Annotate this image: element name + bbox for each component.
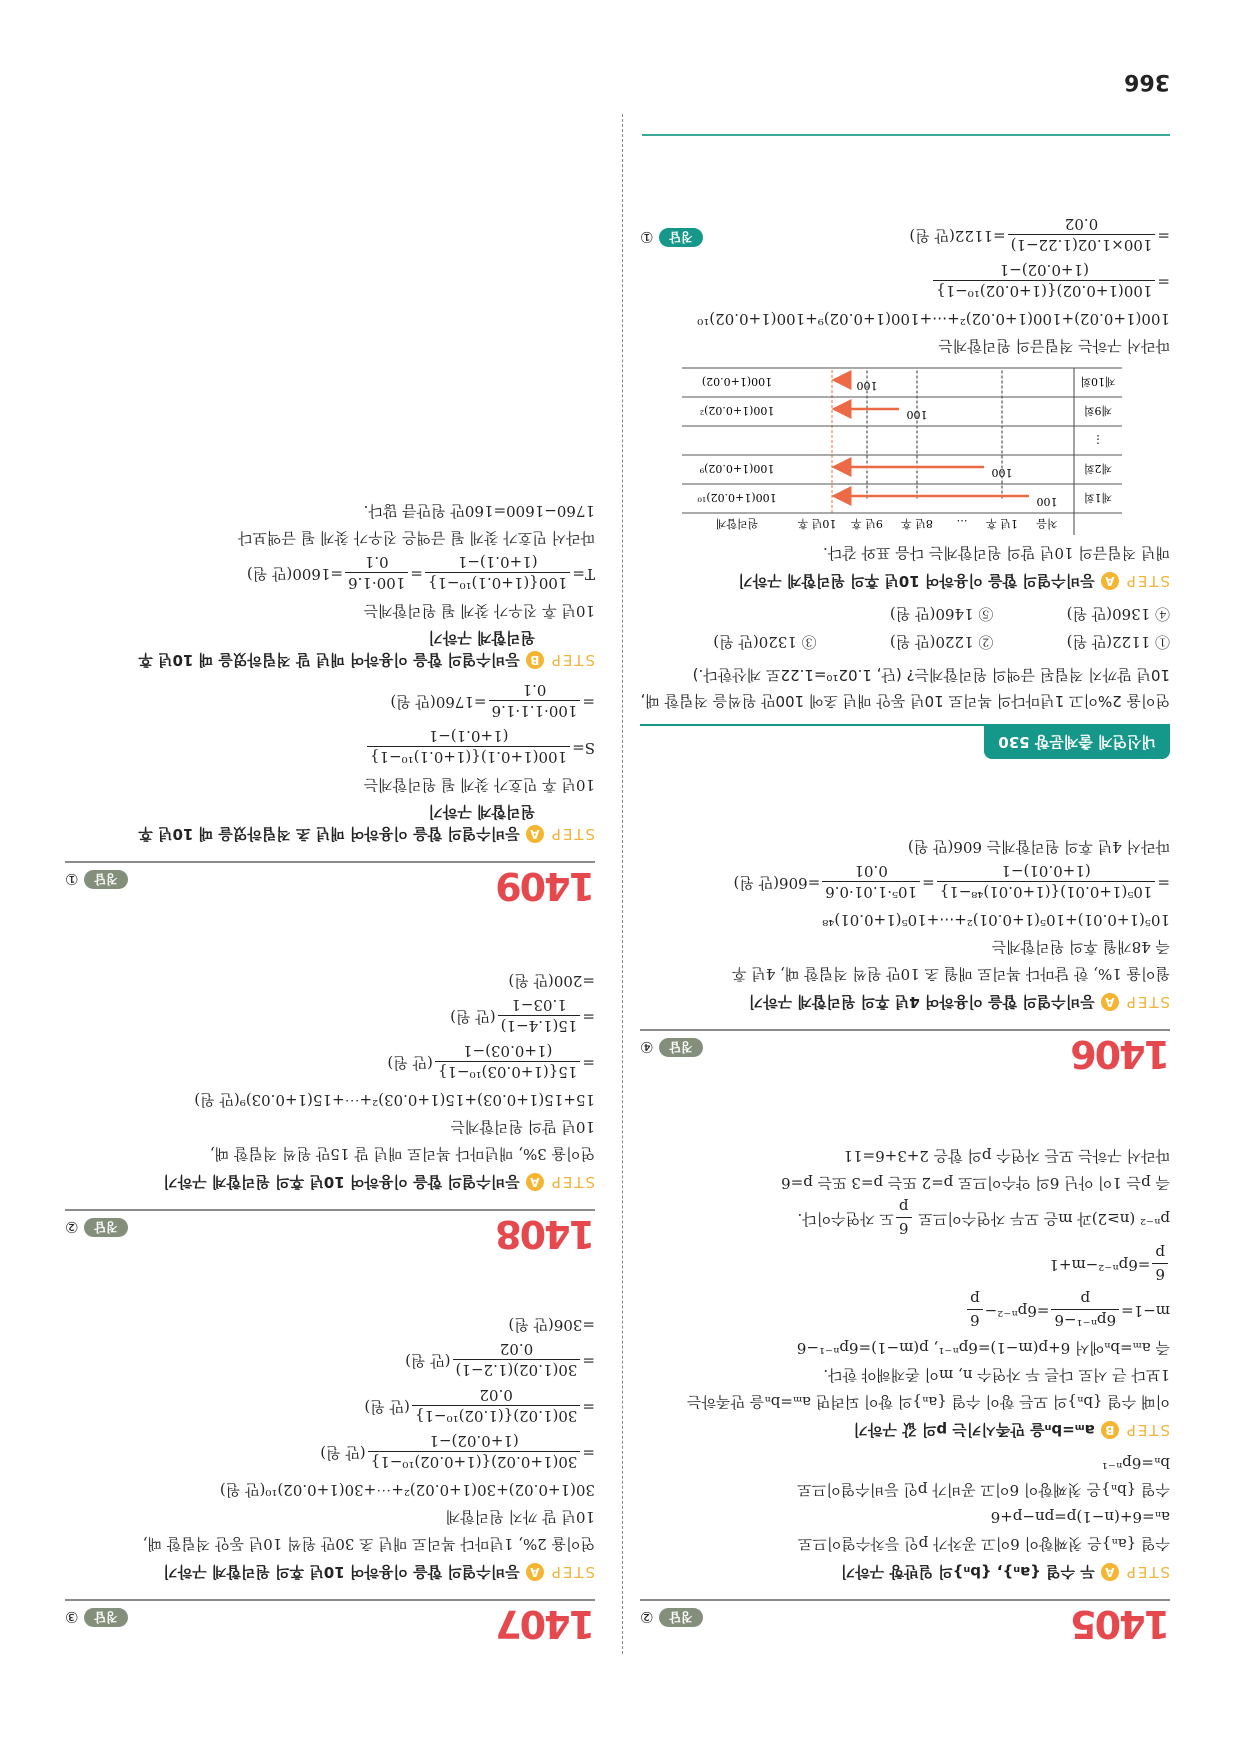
equation-line: [640, 860, 1170, 906]
equation-line: [65, 994, 595, 1040]
answer-choice: ⑤ 1460(만 원): [889, 605, 994, 623]
equation-line: [65, 1430, 595, 1476]
fraction-denominator: 1.03−1: [511, 996, 567, 1015]
fraction: [1051, 1290, 1119, 1331]
step-label: STEP: [549, 825, 595, 843]
fraction: [933, 261, 1155, 302]
fraction-denominator: (1+0.02)−1: [429, 1432, 519, 1451]
answer-choice: ③ 1320(만 원): [713, 633, 817, 651]
equation-line: [640, 1288, 1170, 1334]
text-line: 100(1+0.02)+100(1+0.02)²+⋯+100(1+0.02)⁹+100(1+0.02)¹⁰: [697, 310, 1170, 328]
step-title: aₘ=bₙ을 만족시키는 p의 값 구하기: [853, 1421, 1095, 1439]
equation-text: =1122(만 원): [909, 227, 1006, 245]
step-title: 등비수열의 합을 이용하여 매년 말 적립하였을 때 10년 후: [138, 651, 520, 669]
solution-header: [65, 1599, 595, 1644]
step-label: STEP: [1124, 1563, 1170, 1581]
step-heading: [640, 987, 1170, 1017]
answer-value: ②: [640, 1608, 654, 1627]
linked-problem-530: [640, 215, 1170, 759]
equation-text: S=: [572, 739, 595, 757]
answer-value: ④: [640, 1038, 654, 1057]
step-badge: B: [1101, 1421, 1119, 1439]
fraction-denominator: (1+0.03)−1: [463, 1042, 553, 1061]
equation-text: =: [582, 1352, 595, 1370]
equation-line: [640, 1196, 1170, 1242]
fraction: [368, 1432, 581, 1473]
problem-text: 연이율 2%이고 1년마다의 복리로 10년 동안 매년 초에 100만 원씩을 적립할 때, 10년 말까지 적립된 금액의 원리합계는? (단, 1.02¹⁰=1.22로 계산한다.): [640, 666, 1170, 710]
text-line: 월이율 1%, 한 달마다 복리로 매월 초 10만 원씩 적립할 때, 4년 후: [732, 965, 1170, 983]
solution-1408: [65, 967, 595, 1254]
deposit-amount: 100: [991, 466, 1013, 479]
text-line: 즉 p는 1이 아닌 6의 약수이므로 p=2 또는 p=3 또는 p=6: [781, 1174, 1170, 1192]
fraction-numerator: 30(1.02)(1.2−1): [453, 1360, 581, 1381]
equation-text: =606(만 원): [733, 874, 821, 892]
equation-text: 도 자연수이다.: [797, 1210, 894, 1228]
text-line: 10⁵(1+0.01)+10⁵(1+0.01)²+⋯+10⁵(1+0.01)⁴⁸: [822, 911, 1170, 929]
fraction: [425, 553, 571, 594]
row-label: 제2회: [1083, 462, 1113, 475]
equation-line: [65, 725, 595, 771]
fraction: [489, 681, 581, 722]
text-line: =200(만 원): [508, 972, 595, 990]
equation-text: =: [582, 1054, 595, 1072]
text-line: 원리합계 구하기: [428, 629, 595, 647]
step-label: STEP: [1124, 1421, 1170, 1439]
text-line: 수열 {aₙ}은 첫째항이 6이고 공차가 p인 등차수열이므로: [797, 1535, 1170, 1553]
text-line: 15+15(1+0.03)+15(1+0.03)²+⋯+15(1+0.03)⁹(만 원): [194, 1091, 595, 1109]
answer-indicator: [65, 1214, 128, 1237]
fraction-numerator: 100·1.1·1.6: [489, 701, 581, 722]
row-result: 100(1+0.02)¹⁰: [697, 491, 777, 504]
text-line: 10년 말의 원리합계는: [450, 1118, 595, 1136]
text-line: aₙ=6+(n−1)p=pn−p+6: [990, 1508, 1170, 1526]
equation-text: =: [1157, 273, 1170, 291]
step-heading: [65, 1557, 595, 1587]
fraction-denominator: 0.02: [1064, 215, 1099, 234]
equation-line: [65, 1040, 595, 1086]
answer-badge: 정답: [659, 1608, 702, 1627]
answer-badge: 정답: [84, 1608, 127, 1627]
answer-badge: 정답: [659, 1038, 702, 1057]
equation-text: =: [410, 565, 423, 583]
step-label: STEP: [1124, 572, 1170, 590]
equation-line: [65, 1384, 595, 1430]
fraction-numerator: 10⁵·1.01·0.6: [822, 882, 920, 903]
column-label: 처음: [1036, 517, 1058, 530]
step-badge: B: [526, 651, 544, 669]
column-label: 1년 후: [986, 517, 1018, 530]
step-title: 등비수열의 합을 이용하여 10년 후의 원리합계 구하기: [738, 572, 1095, 590]
fraction-denominator: p: [970, 1290, 980, 1309]
answer-indicator: [640, 1604, 703, 1627]
solution-header: [640, 1029, 1170, 1074]
equation-text: =1760(만 원): [390, 693, 487, 711]
text-line: 따라서 민호가 찾게 될 금액은 진우가 찾게 될 금액보다: [238, 529, 595, 547]
answer-badge: 정답: [659, 228, 702, 247]
equation-line: [640, 259, 1170, 305]
text-line: 따라서 구하는 모든 자연수 p의 합은 2+3+6=11: [843, 1147, 1170, 1165]
text-line: 10년 후 진우가 찾게 될 원리합계는: [363, 602, 595, 620]
text-line: 1760−1600=160만 원만큼 많다.: [363, 502, 595, 520]
answer-value: ①: [640, 228, 654, 247]
fraction: [896, 1198, 912, 1239]
problem-number: 1409: [497, 864, 595, 908]
text-line: 즉 aₘ=bₙ에서 6+p(m−1)=6pⁿ⁻¹, p(m−1)=6pⁿ⁻¹−6: [796, 1339, 1170, 1357]
fraction-denominator: 0.1: [522, 681, 547, 700]
fraction-numerator: 100{(1+0.1)¹⁰−1}: [425, 573, 571, 594]
answer-indicator: [65, 866, 128, 889]
fraction-numerator: 15(1.4−1): [498, 1016, 581, 1037]
solution-1409: [65, 497, 595, 906]
section-end-rule: [642, 134, 1170, 136]
answer-badge: 정답: [84, 1218, 127, 1237]
answer-choices: [640, 600, 1170, 656]
fraction-denominator: (1+0.1)−1: [428, 727, 509, 746]
column-label: 9년 후: [851, 517, 883, 530]
step-badge: A: [1101, 1563, 1119, 1581]
fraction-numerator: 100×1.02(1.22−1): [1008, 235, 1156, 256]
fraction: [453, 1340, 581, 1381]
step-title: 등비수열의 합을 이용하여 4년 후의 원리합계 구하기: [748, 993, 1095, 1011]
fraction: [498, 996, 581, 1037]
fraction-numerator: 10⁵(1+0.01){(1+0.01)⁴⁸−1}: [937, 882, 1156, 903]
text-line: 따라서 구하는 적립금의 원리합계는: [938, 337, 1170, 355]
step-label: STEP: [549, 1173, 595, 1191]
column-label: …: [956, 517, 968, 530]
fraction-numerator: 6: [967, 1310, 983, 1331]
column-label: 8년 후: [901, 517, 933, 530]
deposit-amount: 100: [856, 379, 878, 392]
fraction-denominator: 0.02: [499, 1340, 534, 1359]
linked-problem-tab: 내신연계 출제문항 530: [984, 726, 1170, 759]
step-badge: A: [526, 825, 544, 843]
fraction-numerator: 15{(1+0.03)¹⁰−1}: [435, 1062, 581, 1083]
fraction-numerator: 100(1+0.02){(1+0.02)¹⁰−1}: [933, 281, 1155, 302]
fraction: [345, 553, 408, 594]
equation-text: =: [582, 1398, 595, 1416]
text-line: 즉 48개월 후의 원리합계는: [991, 938, 1170, 956]
fraction-denominator: 0.01: [854, 862, 888, 881]
fraction-numerator: 100(1+0.1){(1+0.1)¹⁰−1}: [367, 747, 570, 768]
equation-text: =6pⁿ⁻²−: [984, 1302, 1050, 1320]
equation-text: =: [582, 1444, 595, 1462]
fraction: [435, 1042, 581, 1083]
text-line: 원리합계 구하기: [428, 803, 595, 821]
fraction: [1152, 1244, 1168, 1285]
text-line: 10년 후 민호가 찾게 될 원리합계는: [363, 776, 595, 794]
fraction-denominator: p: [1080, 1290, 1091, 1309]
text-line: =306(만 원): [508, 1316, 595, 1334]
text-line: 수열 {bₙ}은 첫째항이 6이고 공비가 p인 등비수열이므로: [797, 1481, 1170, 1499]
deposit-amount: 100: [1036, 495, 1058, 508]
problem-number: 1407: [497, 1602, 595, 1646]
fraction-denominator: p: [1155, 1244, 1165, 1263]
equation-text: =: [1157, 227, 1170, 245]
fraction: [412, 1386, 581, 1427]
equation-text: =6pⁿ⁻²−m+1: [1049, 1256, 1151, 1274]
linked-problem-header: [640, 724, 1170, 759]
fraction-denominator: (1+0.02)−1: [999, 261, 1089, 280]
equation-line: [65, 679, 595, 725]
step-heading: [65, 1167, 595, 1197]
fraction-numerator: 30(1.02){(1.02)¹⁰−1}: [412, 1406, 581, 1427]
column-label: 10년 후: [797, 517, 837, 530]
text-line: 1보다 큰 서로 다른 두 자연수 n, m이 존재해야 한다.: [823, 1366, 1170, 1384]
equation-text: =: [922, 874, 935, 892]
fraction: [822, 862, 920, 903]
equation-text: =: [582, 1008, 595, 1026]
equation-text: (만 원): [320, 1444, 366, 1462]
column-divider: [622, 114, 623, 1654]
row-result: 100(1+0.02)⁹: [699, 462, 775, 475]
row-result: 100(1+0.02)²: [699, 404, 775, 417]
deposit-amount: 100: [906, 408, 928, 421]
row-label: 제9회: [1083, 404, 1113, 417]
text-line: 연이율 2%, 1년마다 복리로 매년 초 30만 원씩 10년 동안 적립할 때,: [142, 1535, 595, 1553]
answer-value: ②: [65, 1218, 79, 1237]
fraction-denominator: 0.1: [364, 553, 389, 572]
answer-indicator: [65, 1604, 128, 1627]
step-title: 두 수열 {aₙ}, {bₙ}의 일반항 구하기: [840, 1563, 1095, 1581]
answer-choice: ① 1122(만 원): [1066, 633, 1170, 651]
solution-1405: [640, 1142, 1170, 1644]
answer-indicator: [640, 1034, 703, 1057]
text-line: 이때 수열 {bₙ}의 모든 항이 수열 {aₙ}의 항이 되려면 aₘ=bₙ을 만족하는: [687, 1393, 1170, 1411]
step-label: STEP: [549, 651, 595, 669]
fraction-denominator: 0.02: [479, 1386, 513, 1405]
savings-timeline-diagram: [682, 365, 1122, 535]
step-badge: A: [1101, 993, 1119, 1011]
solution-header: [65, 861, 595, 906]
fraction-numerator: 6: [1152, 1264, 1168, 1285]
step-heading: [640, 566, 1170, 596]
text-line: 따라서 4년 후의 원리합계는 606(만 원): [907, 838, 1170, 856]
step-title: 등비수열의 합을 이용하여 10년 후의 원리합계 구하기: [163, 1563, 520, 1581]
equation-line: [65, 1338, 595, 1384]
column-label: 원리합계: [715, 517, 759, 530]
page-number: 366: [1124, 69, 1170, 94]
text-line: 30(1+0.02)+30(1+0.02)²+⋯+30(1+0.02)¹⁰(만 원): [219, 1481, 595, 1499]
equation-text: (만 원): [364, 1398, 410, 1416]
row-result: 100(1+0.02): [701, 375, 773, 388]
text-line: 연이율 3%, 매년마다 복리로 매년 말 15만 원씩 적립할 때,: [209, 1145, 595, 1163]
fraction: [1008, 215, 1156, 256]
equation-line: [640, 1242, 1170, 1288]
step-title: 등비수열의 합을 이용하여 10년 후의 원리합계 구하기: [163, 1173, 520, 1191]
equation-text: m−1=: [1121, 1302, 1170, 1320]
row-label: 제1회: [1083, 491, 1113, 504]
step-title: 등비수열의 합을 이용하여 매년 초 적립하였을 때 10년 후: [138, 825, 520, 843]
fraction-numerator: 6: [896, 1218, 912, 1239]
equation-text: (만 원): [405, 1352, 451, 1370]
fraction: [967, 1290, 983, 1331]
equation-line: [65, 551, 595, 597]
answer-choice: ② 1220(만 원): [889, 633, 994, 651]
equation-text: (만 원): [387, 1054, 433, 1072]
fraction-numerator: 6pⁿ⁻¹−6: [1051, 1310, 1119, 1331]
solution-header: [640, 1599, 1170, 1644]
text-line: 10년 말 까지 원리합계: [445, 1508, 595, 1526]
fraction: [937, 862, 1156, 903]
equation-text: pⁿ⁻² (n≥2)과 m은 모두 자연수이므로: [913, 1210, 1170, 1228]
step-heading: [640, 1415, 1170, 1445]
step-badge: A: [526, 1563, 544, 1581]
equation-text: T=: [572, 565, 595, 583]
equation-text: (만 원): [450, 1008, 496, 1026]
fraction-denominator: (1+0.01)−1: [1001, 862, 1091, 881]
fraction-numerator: 30(1+0.02){(1+0.02)¹⁰−1}: [368, 1452, 581, 1473]
solution-1406: [640, 833, 1170, 1074]
fraction-denominator: p: [898, 1198, 909, 1217]
fraction-denominator: (1+0.1)−1: [457, 553, 538, 572]
step-badge: A: [1101, 572, 1119, 590]
solution-1407: [65, 1311, 595, 1644]
problem-number: 1408: [497, 1212, 595, 1256]
text-line: bₙ=6pⁿ⁻¹: [1101, 1454, 1170, 1472]
answer-value: ③: [65, 1608, 79, 1627]
fraction-numerator: 100·1.6: [345, 573, 408, 594]
answer-badge: 정답: [84, 870, 127, 889]
equation-text: =: [582, 693, 595, 711]
row-label: 제10회: [1080, 375, 1116, 388]
row-label: ⋮: [1092, 433, 1104, 446]
problem-number: 1405: [1072, 1602, 1170, 1646]
equation-text: =1600(만 원): [246, 565, 344, 583]
fraction: [367, 727, 570, 768]
step-heading: [640, 1557, 1170, 1587]
equation-text: =: [1157, 874, 1170, 892]
step-badge: A: [526, 1173, 544, 1191]
answer-value: ①: [65, 870, 79, 889]
step-label: STEP: [549, 1563, 595, 1581]
step-label: STEP: [1124, 993, 1170, 1011]
problem-number: 1406: [1072, 1032, 1170, 1076]
answer-choice: ④ 1360(만 원): [1066, 605, 1170, 623]
solution-header: [65, 1209, 595, 1254]
diagram-intro: 매년 적립금의 10년 말의 원리합계는 다음 표와 같다.: [822, 544, 1170, 562]
